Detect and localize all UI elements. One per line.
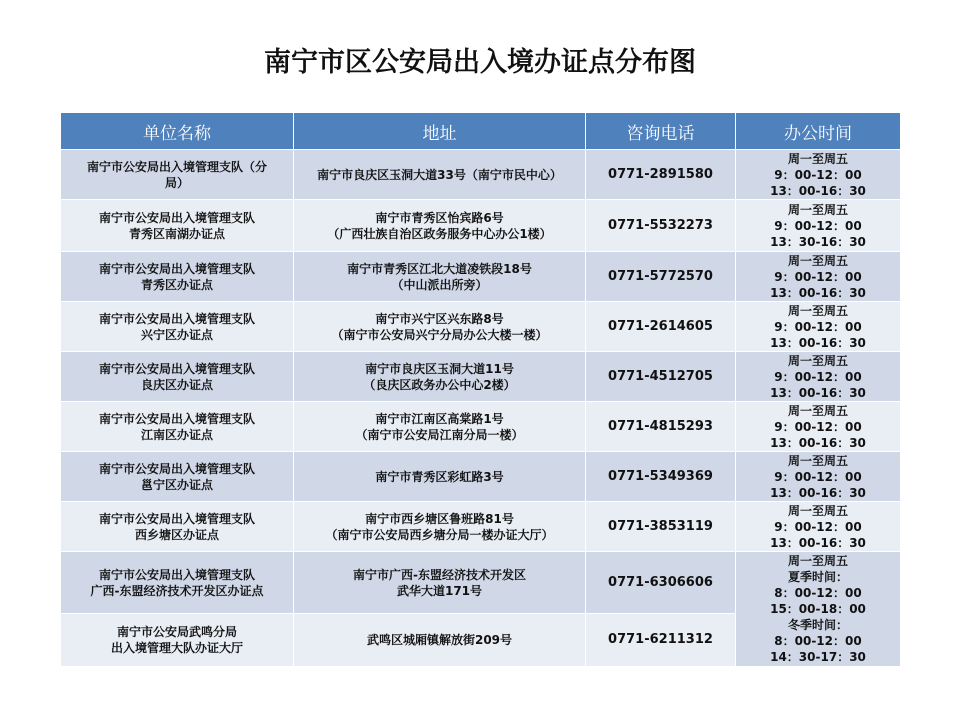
hours-line: 15：00-18：00 xyxy=(770,602,866,616)
table-row xyxy=(61,352,901,402)
hours-line: 13：00-16：30 xyxy=(770,485,866,500)
hours-line: 9：00-12：00 xyxy=(774,419,862,434)
hours-line: 13：00-16：30 xyxy=(770,385,866,400)
unit-name-cell xyxy=(61,302,294,352)
address-line: 南宁市兴宁区兴东路8号 xyxy=(375,311,504,326)
hours-line: 9：00-12：00 xyxy=(774,519,862,534)
office-table xyxy=(60,112,901,667)
table-header-row xyxy=(61,113,901,150)
unit-name-line: 南宁市公安局出入境管理支队 xyxy=(98,361,255,376)
address-line: 南宁市青秀区彩虹路3号 xyxy=(375,469,504,484)
hours-line: 13：00-16：30 xyxy=(770,183,866,198)
unit-name-line: 广西-东盟经济技术开发区办证点 xyxy=(90,583,264,598)
address-cell xyxy=(294,552,586,614)
hours-line: 9：00-12：00 xyxy=(774,218,862,233)
unit-name-line: 南宁市公安局出入境管理支队 xyxy=(98,411,255,426)
address-line: （良庆区政务办公中心2楼） xyxy=(363,377,516,392)
hours-line: 13：30-16：30 xyxy=(770,234,866,249)
address-line: 南宁市西乡塘区鲁班路81号 xyxy=(365,511,514,526)
address-cell xyxy=(294,352,586,402)
header-unit-name: 单位名称 xyxy=(61,113,294,150)
hours-cell xyxy=(736,502,901,552)
address-line: 南宁市良庆区玉洞大道11号 xyxy=(365,361,514,376)
phone-cell: 0771-2891580 xyxy=(586,150,736,200)
hours-line: 9：00-12：00 xyxy=(774,469,862,484)
unit-name-line: 南宁市公安局出入境管理支队 xyxy=(98,567,255,582)
hours-line: 13：00-16：30 xyxy=(770,535,866,550)
hours-line: 9：00-12：00 xyxy=(774,269,862,284)
hours-line: 13：00-16：30 xyxy=(770,285,866,300)
unit-name-line: 南宁市公安局出入境管理支队 xyxy=(98,261,255,276)
address-line: 南宁市良庆区玉洞大道33号（南宁市民中心） xyxy=(317,167,562,182)
address-line: （南宁市公安局兴宁分局办公大楼一楼） xyxy=(331,327,548,342)
hours-cell xyxy=(736,252,901,302)
unit-name-line: 邕宁区办证点 xyxy=(140,477,213,492)
address-line: 南宁市广西-东盟经济技术开发区 xyxy=(353,567,526,582)
hours-line: 周一至周五 xyxy=(787,453,848,468)
address-cell xyxy=(294,200,586,252)
hours-cell xyxy=(736,402,901,452)
hours-line: 14：30-17：30 xyxy=(770,650,866,664)
hours-line: 13：00-16：30 xyxy=(770,335,866,350)
address-cell xyxy=(294,452,586,502)
hours-line: 周一至周五 xyxy=(787,202,848,217)
table-row xyxy=(61,402,901,452)
address-cell xyxy=(294,150,586,200)
table-row xyxy=(61,200,901,252)
header-hours: 办公时间 xyxy=(736,113,901,150)
unit-name-line: 南宁市公安局出入境管理支队 xyxy=(98,511,255,526)
address-cell xyxy=(294,614,586,667)
hours-line: 9：00-12：00 xyxy=(774,319,862,334)
table-row xyxy=(61,552,901,614)
table-row xyxy=(61,150,901,200)
hours-cell xyxy=(736,150,901,200)
phone-cell: 0771-2614605 xyxy=(586,302,736,352)
hours-cell xyxy=(736,302,901,352)
hours-line: 9：00-12：00 xyxy=(774,369,862,384)
unit-name-line: 良庆区办证点 xyxy=(140,377,213,392)
hours-line: 冬季时间： xyxy=(787,618,848,632)
phone-cell: 0771-4815293 xyxy=(586,402,736,452)
hours-line: 周一至周五 xyxy=(787,151,848,166)
address-line: （中山派出所旁） xyxy=(391,277,488,292)
address-line: （广西壮族自治区政务服务中心办公1楼） xyxy=(327,226,552,241)
unit-name-line: 兴宁区办证点 xyxy=(140,327,213,342)
hours-line: 13：00-16：30 xyxy=(770,435,866,450)
unit-name-line: 江南区办证点 xyxy=(140,427,213,442)
table-row xyxy=(61,252,901,302)
address-line: 南宁市青秀区怡宾路6号 xyxy=(375,210,504,225)
unit-name-line: 南宁市公安局武鸣分局 xyxy=(116,625,237,639)
hours-line: 9：00-12：00 xyxy=(774,167,862,182)
address-cell xyxy=(294,402,586,452)
unit-name-cell xyxy=(61,452,294,502)
unit-name-cell xyxy=(61,402,294,452)
address-cell xyxy=(294,302,586,352)
table-row xyxy=(61,452,901,502)
hours-line: 周一至周五 xyxy=(787,554,848,568)
unit-name-cell xyxy=(61,200,294,252)
unit-name-cell xyxy=(61,252,294,302)
unit-name-line: 南宁市公安局出入境管理支队 xyxy=(98,210,255,225)
header-address: 地址 xyxy=(294,113,586,150)
table-row xyxy=(61,302,901,352)
header-phone: 咨询电话 xyxy=(586,113,736,150)
address-line: （南宁市公安局西乡塘分局一楼办证大厅） xyxy=(325,527,554,542)
unit-name-line: 局） xyxy=(164,175,189,190)
hours-line: 8：00-12：00 xyxy=(774,634,862,648)
table-row xyxy=(61,502,901,552)
unit-name-line: 出入境管理大队办证大厅 xyxy=(110,641,243,655)
address-line: 武华大道171号 xyxy=(396,583,483,598)
phone-cell: 0771-5772570 xyxy=(586,252,736,302)
unit-name-cell xyxy=(61,552,294,614)
address-line: 南宁市青秀区江北大道凌铁段18号 xyxy=(347,261,532,276)
unit-name-line: 南宁市公安局出入境管理支队 xyxy=(98,311,255,326)
unit-name-cell xyxy=(61,150,294,200)
phone-cell: 0771-5349369 xyxy=(586,452,736,502)
hours-line: 周一至周五 xyxy=(787,503,848,518)
unit-name-cell xyxy=(61,502,294,552)
address-line: 南宁市江南区高棠路1号 xyxy=(375,411,504,426)
address-cell xyxy=(294,252,586,302)
unit-name-line: 南宁市公安局出入境管理支队 xyxy=(98,461,255,476)
hours-line: 周一至周五 xyxy=(787,403,848,418)
hours-cell xyxy=(736,200,901,252)
unit-name-line: 青秀区南湖办证点 xyxy=(128,226,225,241)
hours-line: 夏季时间： xyxy=(787,570,848,584)
hours-cell xyxy=(736,352,901,402)
phone-cell: 0771-3853119 xyxy=(586,502,736,552)
unit-name-line: 西乡塘区办证点 xyxy=(134,527,219,542)
hours-line: 周一至周五 xyxy=(787,303,848,318)
phone-cell: 0771-6211312 xyxy=(586,614,736,667)
address-cell xyxy=(294,502,586,552)
address-line: 武鸣区城厢镇解放街209号 xyxy=(366,633,513,647)
hours-line: 8：00-12：00 xyxy=(774,586,862,600)
table-body xyxy=(61,150,901,667)
hours-line: 周一至周五 xyxy=(787,253,848,268)
phone-cell: 0771-4512705 xyxy=(586,352,736,402)
unit-name-line: 青秀区办证点 xyxy=(140,277,213,292)
hours-line: 周一至周五 xyxy=(787,353,848,368)
page-title: 南宁市区公安局出入境办证点分布图 xyxy=(264,47,696,78)
phone-cell: 0771-6306606 xyxy=(586,552,736,614)
address-line: （南宁市公安局江南分局一楼） xyxy=(355,427,524,442)
unit-name-cell xyxy=(61,614,294,667)
unit-name-line: 南宁市公安局出入境管理支队（分 xyxy=(86,159,267,174)
hours-cell xyxy=(736,452,901,502)
unit-name-cell xyxy=(61,352,294,402)
shared-hours-cell xyxy=(736,552,901,667)
phone-cell: 0771-5532273 xyxy=(586,200,736,252)
